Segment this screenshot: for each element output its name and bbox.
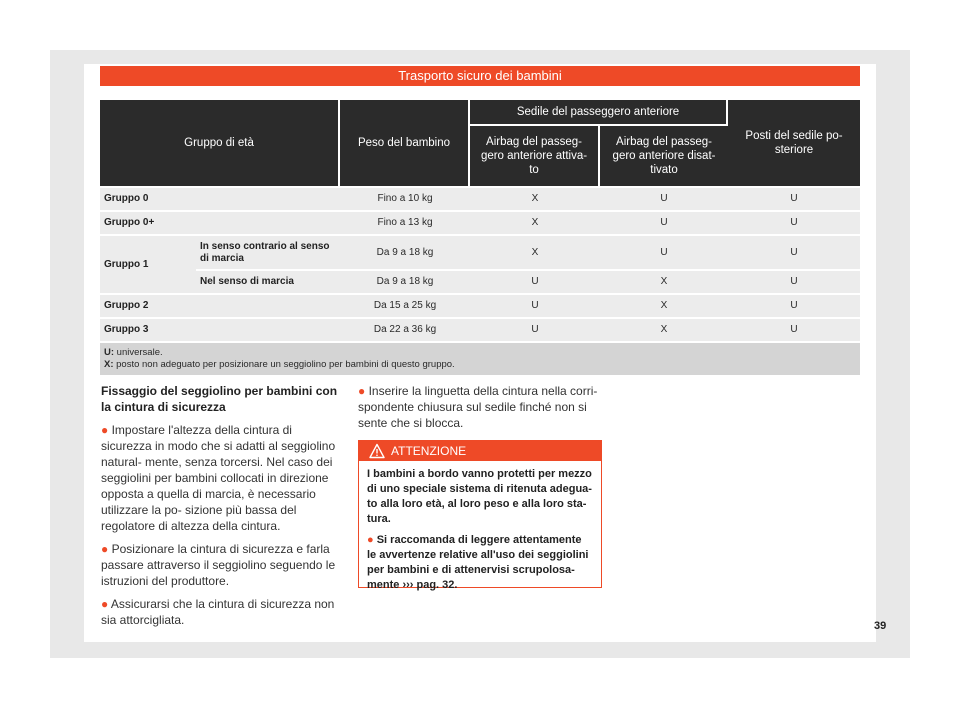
table-row: Gruppo 1 In senso contrario al senso di marcia Da 9 a 18 kg X U U xyxy=(100,236,860,271)
header-age-group: Gruppo di età xyxy=(100,100,340,188)
bullet-icon: ● xyxy=(101,423,109,437)
header-rear-seats: Posti del sedile po- steriore xyxy=(728,100,860,188)
warning-triangle-icon xyxy=(369,443,385,459)
list-item: ● Si raccomanda di leggere attentamente le avvertenze relative all'uso dei seggiolini per bambini e di attenervisi scrupolosa- mente ››› pag. 32. xyxy=(367,534,589,591)
section-title: Trasporto sicuro dei bambini xyxy=(100,66,860,86)
bullet-icon: ● xyxy=(358,384,366,398)
table-row: Gruppo 3 Da 22 a 36 kg U X U xyxy=(100,319,860,343)
list-item: ● Impostare l'altezza della cintura di sicurezza in modo che si adatti al seggiolino natural- mente, senza torcersi. Nel caso dei seggiolini per bambini collocati in direzione opposta a quella di marcia, è necessario utilizzare la po- sizione più bassa del regolatore di altezza della cintura. xyxy=(101,423,336,533)
header-airbag-off: Airbag del passeg- gero anteriore disat- tivato xyxy=(600,126,728,188)
list-item: ● Assicurarsi che la cintura di sicurezza non sia attorcigliata. xyxy=(101,597,335,627)
warning-body: I bambini a bordo vanno protetti per mezzo di uno speciale sistema di ritenuta adegua- to alla loro età, al loro peso e alla loro sta- tura. ● Si raccomanda di leggere attentamente le avvertenze relative all'uso dei seggiolini per bambini e di attenervisi scrupolosa- mente ››› pag. 32. xyxy=(367,468,592,591)
table-row: Nel senso di marcia Da 9 a 18 kg U X U xyxy=(100,271,860,295)
middle-column xyxy=(358,383,604,438)
bullet-icon: ● xyxy=(367,534,374,546)
warning-header xyxy=(359,441,601,461)
table-row: Gruppo 0 Fino a 10 kg X U U xyxy=(100,188,860,212)
list-item: ● Inserire la linguetta della cintura nella corri- spondente chiusura sul sedile finché non si sente che si blocca. xyxy=(358,384,598,430)
table-row: Gruppo 0+ Fino a 13 kg X U U xyxy=(100,212,860,236)
header-front-seat: Sedile del passeggero anteriore xyxy=(470,100,728,126)
table-row: Gruppo 2 Da 15 a 25 kg U X U xyxy=(100,295,860,319)
warning-box xyxy=(358,440,602,591)
bullet-icon: ● xyxy=(101,542,109,556)
section-heading: Fissaggio del seggiolino per bambini con la cintura di sicurezza xyxy=(101,384,338,414)
left-column xyxy=(101,383,343,635)
table-legend: U: universale. X: posto non adeguato per posizionare un seggiolino per bambini di questo gruppo. xyxy=(100,343,860,375)
bullet-icon: ● xyxy=(101,597,109,611)
header-airbag-on: Airbag del passeg- gero anteriore attiva- to xyxy=(470,126,600,188)
page-number: 39 xyxy=(874,620,887,632)
child-seat-table xyxy=(100,100,860,375)
header-weight: Peso del bambino xyxy=(340,100,470,188)
list-item: ● Posizionare la cintura di sicurezza e farla passare attraverso il seggiolino seguendo le istruzioni del produttore. xyxy=(101,542,336,588)
warning-title: ATTENZIONE xyxy=(391,444,467,458)
